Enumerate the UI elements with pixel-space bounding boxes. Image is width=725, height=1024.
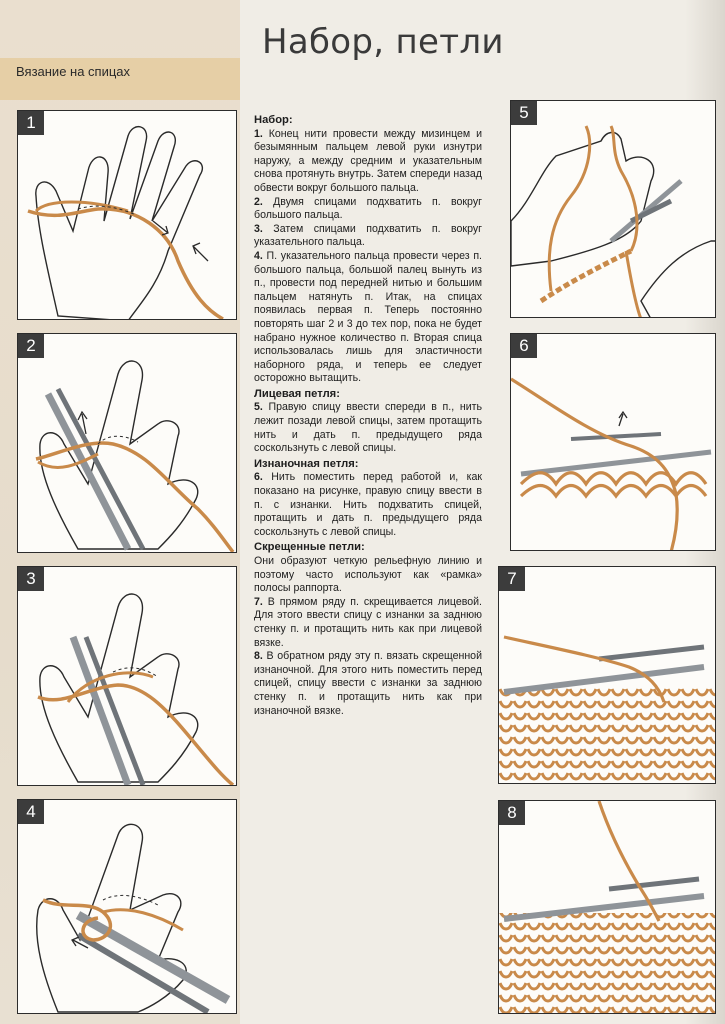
twisted-heading: Скрещенные петли: (254, 541, 365, 554)
instruction-step-7: 7. В прямом ряду п. скрещивается лицевой. Для этого ввести спицу с изнанки за заднюю стенку п. и протащить нить как при лицевой вязке. (254, 595, 482, 649)
twisted-knit-illustration (499, 567, 716, 784)
illustration-panel-2 (17, 333, 237, 553)
hand-needles-illustration (18, 800, 237, 1014)
instruction-step-2: 2. Двумя спицами подхватить п. вокруг большого пальца. (254, 195, 482, 222)
step-number-badge: 2 (18, 334, 44, 358)
twisted-intro: Они образуют четкую рельефную линию и поэтому часто используют как «рамка» полосы раппорта. (254, 555, 482, 595)
page-title: Набор, петли (262, 22, 504, 62)
hand-needles-illustration (18, 334, 237, 553)
instruction-step-4: 4. П. указательного пальца провести через п. большого пальца, большой палец вынуть из п., провести под передней нитью и большим пальцем натянуть п. Итак, на спицах появилась первая п. Теперь постоянно повторять шаг 2 и 3 до тех пор, пока не будет набрано нужное количество п. Вторая спица использовалась лишь для эластичности наборного ряда, и теперь ее следует осторожно вытащить. (254, 249, 482, 385)
step-number-badge: 5 (511, 101, 537, 125)
purl-heading: Изнаночная петля: (254, 457, 359, 470)
step-number-badge: 6 (511, 334, 537, 358)
illustration-panel-6 (510, 333, 716, 551)
step-number-badge: 7 (499, 567, 525, 591)
hand-yarn-illustration (18, 111, 237, 320)
illustration-panel-3 (17, 566, 237, 786)
instruction-step-8: 8. В обратном ряду эту п. вязать скрещенной изнаночной. Для этого нить поместить перед спицей, спицу ввести с изнанки за заднюю стенку п. и протащить нить как при изнаночной вязке. (254, 650, 482, 717)
hand-cast-on-illustration (511, 101, 716, 318)
instruction-step-3: 3. Затем спицами подхватить п. вокруг указательного пальца. (254, 222, 482, 249)
illustration-panel-7 (498, 566, 716, 784)
illustration-panel-5 (510, 100, 716, 318)
cast-on-heading: Набор: (254, 114, 293, 126)
step-number-badge: 3 (18, 567, 44, 591)
step-number-badge: 4 (18, 800, 44, 824)
illustration-panel-4 (17, 799, 237, 1014)
step-number-badge: 1 (18, 111, 44, 135)
illustration-panel-1 (17, 110, 237, 320)
hand-needles-illustration (18, 567, 237, 786)
section-label: Вязание на спицах (16, 64, 131, 79)
illustration-panel-8 (498, 800, 716, 1014)
step-number-badge: 8 (499, 801, 525, 825)
knit-stitch-illustration (511, 334, 716, 551)
instruction-step-5: 5. Правую спицу ввести спереди в п., нить лежит позади левой спицы, затем протащить нить и дать п. предыдущего ряда соскользнуть с левой спицы. (254, 401, 482, 455)
instruction-step-1: 1. Конец нити провести между мизинцем и безымянным пальцем левой руки изнутри наружу, а между средним и указательным снова протянуть внутрь. Затем спереди назад обвести вокруг большого пальца. (254, 127, 482, 194)
instructions-text (254, 112, 482, 718)
twisted-purl-illustration (499, 801, 716, 1014)
knit-heading: Лицевая петля: (254, 387, 340, 400)
instruction-step-6: 6. Нить поместить перед работой и, как показано на рисунке, правую спицу ввести в п. с изнанки. Нить подхватить спицей, протащить и дать п. предыдущего ряда соскользнуть с левой спицы. (254, 471, 482, 538)
